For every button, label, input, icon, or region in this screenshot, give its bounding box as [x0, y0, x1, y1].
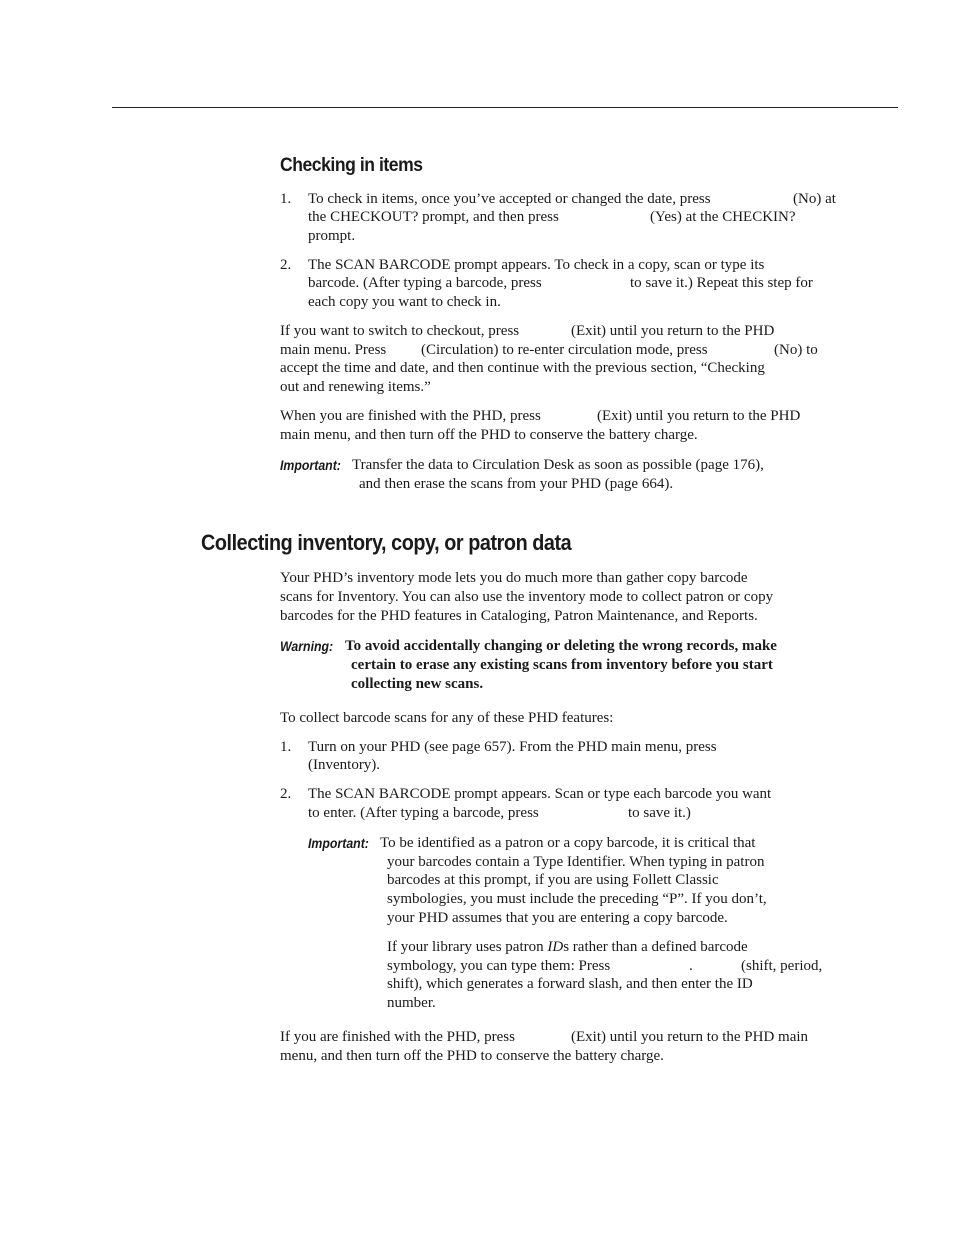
paragraph-text: barcodes for the PHD features in Cataloging, Patron Maintenance, and Reports.: [280, 608, 758, 624]
paragraph-text: (Exit) until you return to the PHD: [571, 323, 775, 339]
important-text: symbologies, you must include the preceding “P”. If you don’t,: [387, 891, 767, 907]
important-text: your barcodes contain a Type Identifier. When typing in patron: [387, 854, 765, 870]
important-text: your PHD assumes that you are entering a copy barcode.: [387, 910, 728, 926]
warning-text: certain to erase any existing scans from inventory before you start: [351, 657, 773, 673]
paragraph-text: Your PHD’s inventory mode lets you do much more than gather copy barcode: [280, 570, 748, 586]
step-text: barcode. (After typing a barcode, press: [308, 275, 542, 291]
step-text: to enter. (After typing a barcode, press: [308, 805, 539, 821]
important-text: (shift, period,: [741, 958, 823, 974]
paragraph-text: main menu. Press: [280, 342, 387, 358]
important-text: To be identified as a patron or a copy barcode, it is critical that: [380, 835, 756, 851]
paragraph-text: (Circulation) to re-enter circulation mode, press: [421, 342, 708, 358]
warning-text: collecting new scans.: [351, 676, 484, 692]
important-text-italic: ID: [547, 939, 564, 955]
important-text: shift), which generates a forward slash, and then enter the ID: [387, 976, 753, 992]
step-number: 1.: [280, 739, 292, 755]
step-number: 1.: [280, 191, 292, 207]
section-heading-collecting-inventory: Collecting inventory, copy, or patron data: [201, 530, 572, 555]
section-heading-checking-in: Checking in items: [280, 154, 423, 176]
paragraph-text: accept the time and date, and then continue with the previous section, “Checking: [280, 360, 765, 376]
paragraph-text: To collect barcode scans for any of these PHD features:: [280, 710, 614, 726]
important-text: Transfer the data to Circulation Desk as soon as possible (page 176),: [352, 457, 764, 473]
important-text-part: If your library uses patron: [387, 939, 548, 955]
step-text: (Inventory).: [308, 757, 381, 773]
step-text: The SCAN BARCODE prompt appears. Scan or type each barcode you want: [308, 786, 772, 802]
warning-label: Warning:: [280, 638, 334, 654]
step-text: Turn on your PHD (see page 657). From the PHD main menu, press: [308, 739, 717, 755]
important-text: barcodes at this prompt, if you are using Follett Classic: [387, 872, 719, 888]
header-rule: [112, 107, 898, 108]
important-text: [387, 938, 748, 956]
paragraph-text: main menu, and then turn off the PHD to conserve the battery charge.: [280, 427, 698, 443]
paragraph-text: (Exit) until you return to the PHD main: [571, 1029, 809, 1045]
important-label: Important:: [308, 835, 369, 851]
step-number: 2.: [280, 786, 292, 802]
important-text: and then erase the scans from your PHD (page 664).: [359, 476, 674, 492]
paragraph-text: If you are finished with the PHD, press: [280, 1029, 515, 1045]
step-text: prompt.: [308, 228, 356, 244]
step-number: 2.: [280, 257, 292, 273]
step-text: each copy you want to check in.: [308, 294, 501, 310]
step-text: (Yes) at the CHECKIN?: [650, 209, 796, 225]
important-text: .: [689, 958, 693, 974]
warning-text: To avoid accidentally changing or deleting the wrong records, make: [345, 638, 777, 654]
important-label: Important:: [280, 457, 341, 473]
step-text: To check in items, once you’ve accepted or changed the date, press: [308, 191, 711, 207]
paragraph-text: If you want to switch to checkout, press: [280, 323, 520, 339]
paragraph-text: menu, and then turn off the PHD to conserve the battery charge.: [280, 1048, 664, 1064]
step-text: The SCAN BARCODE prompt appears. To check in a copy, scan or type its: [308, 257, 765, 273]
paragraph-text: scans for Inventory. You can also use the inventory mode to collect patron or copy: [280, 589, 774, 605]
paragraph-text: (No) to: [774, 342, 818, 358]
step-text: to save it.): [628, 805, 691, 821]
step-text: to save it.) Repeat this step for: [630, 275, 813, 291]
important-text: symbology, you can type them: Press: [387, 958, 611, 974]
paragraph-text: out and renewing items.”: [280, 379, 431, 395]
paragraph-text: (Exit) until you return to the PHD: [597, 408, 801, 424]
step-text: (No) at: [793, 191, 836, 207]
important-text-part: s rather than a defined barcode: [563, 939, 748, 955]
step-text: the CHECKOUT? prompt, and then press: [308, 209, 559, 225]
important-text: number.: [387, 995, 436, 1011]
paragraph-text: When you are finished with the PHD, press: [280, 408, 541, 424]
